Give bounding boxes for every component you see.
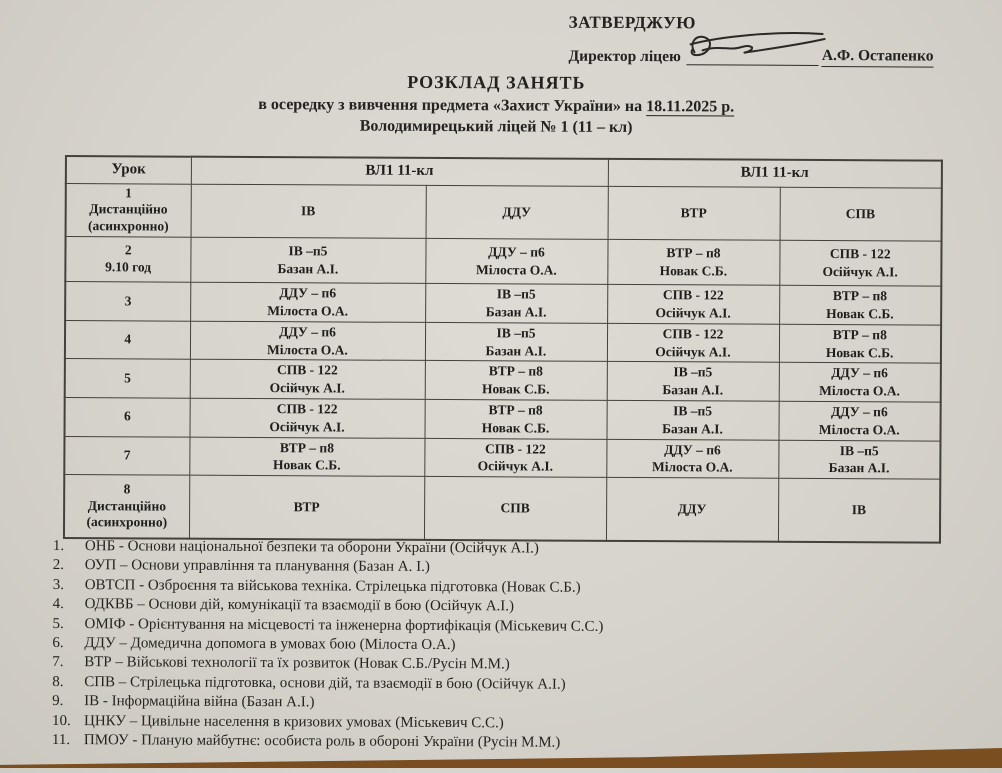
lesson-label-cell: 4 — [65, 320, 190, 359]
lesson-label-cell: 8 Дистанційно (асинхронно) — [64, 475, 189, 539]
legend-item-text: ІВ - Інформаційна війна (Базан А.І.) — [84, 693, 315, 711]
legend-item-text: СПВ – Стрілецька підготовка, основи дій, та взаємодії в бою (Осійчук А.І.) — [84, 673, 566, 693]
lesson-label-cell: 3 — [65, 282, 190, 321]
subject-cell: ІВ –п5 Базан А.І. — [425, 284, 607, 324]
lesson-column-header: Урок — [66, 156, 191, 184]
subject-cell: ДДУ – п6 Мілоста О.А. — [779, 363, 941, 402]
subject-cell: ВТР – п8 Новак С.Б. — [425, 361, 607, 401]
subject-cell: СПВ — [424, 477, 606, 541]
schedule-table — [63, 155, 943, 543]
subject-cell: ВТР — [189, 475, 424, 539]
approve-label: ЗАТВЕРДЖУЮ — [568, 12, 696, 33]
subject-cell: ВТР – п8 Новак С.Б. — [189, 437, 424, 477]
table-row — [65, 237, 941, 287]
subject-cell: ВТР — [608, 186, 780, 241]
subject-cell: ІВ — [191, 184, 426, 239]
legend-item-text: ЦНКУ – Цивільне населення в кризових умовах (Міськевич С.С.) — [83, 712, 504, 731]
page-title: РОЗКЛАД ЗАНЯТЬ — [407, 71, 586, 93]
lesson-label-cell: 1 Дистанційно (асинхронно) — [66, 183, 191, 237]
subject-cell: ІВ –п5 Базан А.І. — [425, 322, 607, 362]
subtitle-text: в осередку з вивчення предмета «Захист України» на — [258, 96, 647, 116]
legend-item-number: 1. — [52, 537, 65, 555]
schedule-date: 18.11.2025 р. — [646, 98, 735, 116]
subject-cell: ІВ –п5 Базан А.І. — [606, 400, 778, 440]
subject-cell: ДДУ — [426, 185, 608, 240]
legend-item-text: ОВТСП - Озброєння та військова техніка. Стрілецька підготовка (Новак С.Б.) — [84, 576, 581, 596]
director-name: А.Ф. Остапенко — [822, 47, 934, 68]
subject-cell: ВТР – п8 Новак С.Б. — [779, 324, 941, 363]
lesson-label-cell: 7 — [64, 436, 189, 475]
subject-cell: ДДУ – п6 Мілоста О.А. — [190, 321, 425, 361]
legend-item-text: ОДКВБ – Основи дій, комунікації та взаємодії в бою (Осійчук А.І.) — [84, 596, 515, 615]
lesson-label-cell: 6 — [65, 398, 190, 437]
subject-cell: ВТР – п8 Новак С.Б. — [779, 285, 941, 324]
table-row — [66, 183, 942, 241]
legend-item — [52, 731, 603, 753]
schedule-body — [64, 183, 942, 542]
table-row — [65, 359, 941, 402]
subject-cell: ДДУ — [606, 478, 778, 542]
legend-item-number: 6. — [52, 634, 64, 652]
subject-cell: СПВ — [780, 187, 942, 241]
director-label: Директор ліцею — [568, 47, 681, 66]
legend-item-text: ПМОУ - Планую майбутнє: особиста роль в обороні України (Русін М.М.) — [83, 732, 561, 751]
subject-cell: СПВ - 122 Осійчук А.І. — [190, 398, 425, 438]
approval-block — [568, 13, 968, 68]
table-row — [65, 320, 941, 363]
subject-cell: ДДУ – п6 Мілоста О.А. — [190, 282, 425, 322]
subject-cell: ВТР – п8 Новак С.Б. — [424, 399, 606, 439]
subject-cell: СПВ - 122 Осійчук А.І. — [607, 323, 779, 363]
signature-line — [687, 38, 819, 66]
subject-cell: ВТР – п8 Новак С.Б. — [607, 239, 779, 285]
table-row — [65, 398, 941, 441]
legend-item-number: 11. — [51, 732, 71, 749]
legend-item-number: 5. — [52, 615, 64, 632]
title-block — [0, 70, 992, 139]
lesson-label-cell: 2 9.10 год — [65, 237, 190, 283]
subject-cell: СПВ - 122 Осійчук А.І. — [607, 284, 779, 324]
subject-cell: ІВ — [778, 479, 940, 543]
group-header-1: ВЛ1 11-кл — [191, 157, 608, 186]
subject-cell: СПВ - 122 Осійчук А.І. — [779, 240, 941, 286]
subject-cell: ДДУ – п6 Мілоста О.А. — [778, 401, 940, 440]
table-row — [65, 282, 941, 325]
legend-list — [52, 537, 604, 753]
lesson-label-cell: 5 — [65, 359, 190, 398]
legend-item-number: 3. — [52, 576, 65, 593]
page-subtitle — [0, 95, 992, 118]
legend-item-number: 2. — [52, 557, 65, 574]
subject-cell: ДДУ – п6 Мілоста О.А. — [425, 239, 607, 285]
signature-icon — [681, 24, 831, 69]
subject-cell: ДДУ – п6 Мілоста О.А. — [606, 439, 778, 479]
subject-cell: ІВ –п5 Базан А.І. — [778, 440, 940, 479]
legend-item-number: 4. — [52, 596, 64, 613]
legend-item-number: 9. — [52, 693, 64, 710]
legend-item-text: ОМІФ - Орієнтування на місцевості та інженерна фортифікація (Міськевич С.С.) — [84, 615, 604, 635]
group-header-2: ВЛ1 11-кл — [608, 159, 942, 188]
legend-item-number: 7. — [52, 654, 64, 671]
subject-cell: ІВ –п5 Базан А.І. — [190, 237, 425, 283]
legend-item-text: ДДУ – Домедична допомога в умовах бою (Мілоста О.А.) — [84, 635, 456, 654]
school-line: Володимирецький ліцей № 1 (11 – кл) — [359, 117, 633, 136]
subject-cell: СПВ - 122 Осійчук А.І. — [190, 360, 425, 400]
legend-item-text: ВТР – Військові технології та їх розвиток (Новак С.Б./Русін М.М.) — [84, 654, 510, 673]
legend-item-number: 10. — [51, 712, 71, 729]
table-row — [64, 436, 940, 479]
subject-cell: ІВ –п5 Базан А.І. — [607, 362, 779, 402]
legend-item-text: ОУП – Основи управління та планування (Базан А. І.) — [84, 557, 430, 576]
legend-item-number: 8. — [52, 673, 64, 690]
legend-item-text: ОНБ - Основи національної безпеки та оборони України (Осійчук А.І.) — [84, 538, 539, 557]
subject-cell: СПВ - 122 Осійчук А.І. — [424, 438, 606, 478]
table-row — [64, 475, 940, 543]
